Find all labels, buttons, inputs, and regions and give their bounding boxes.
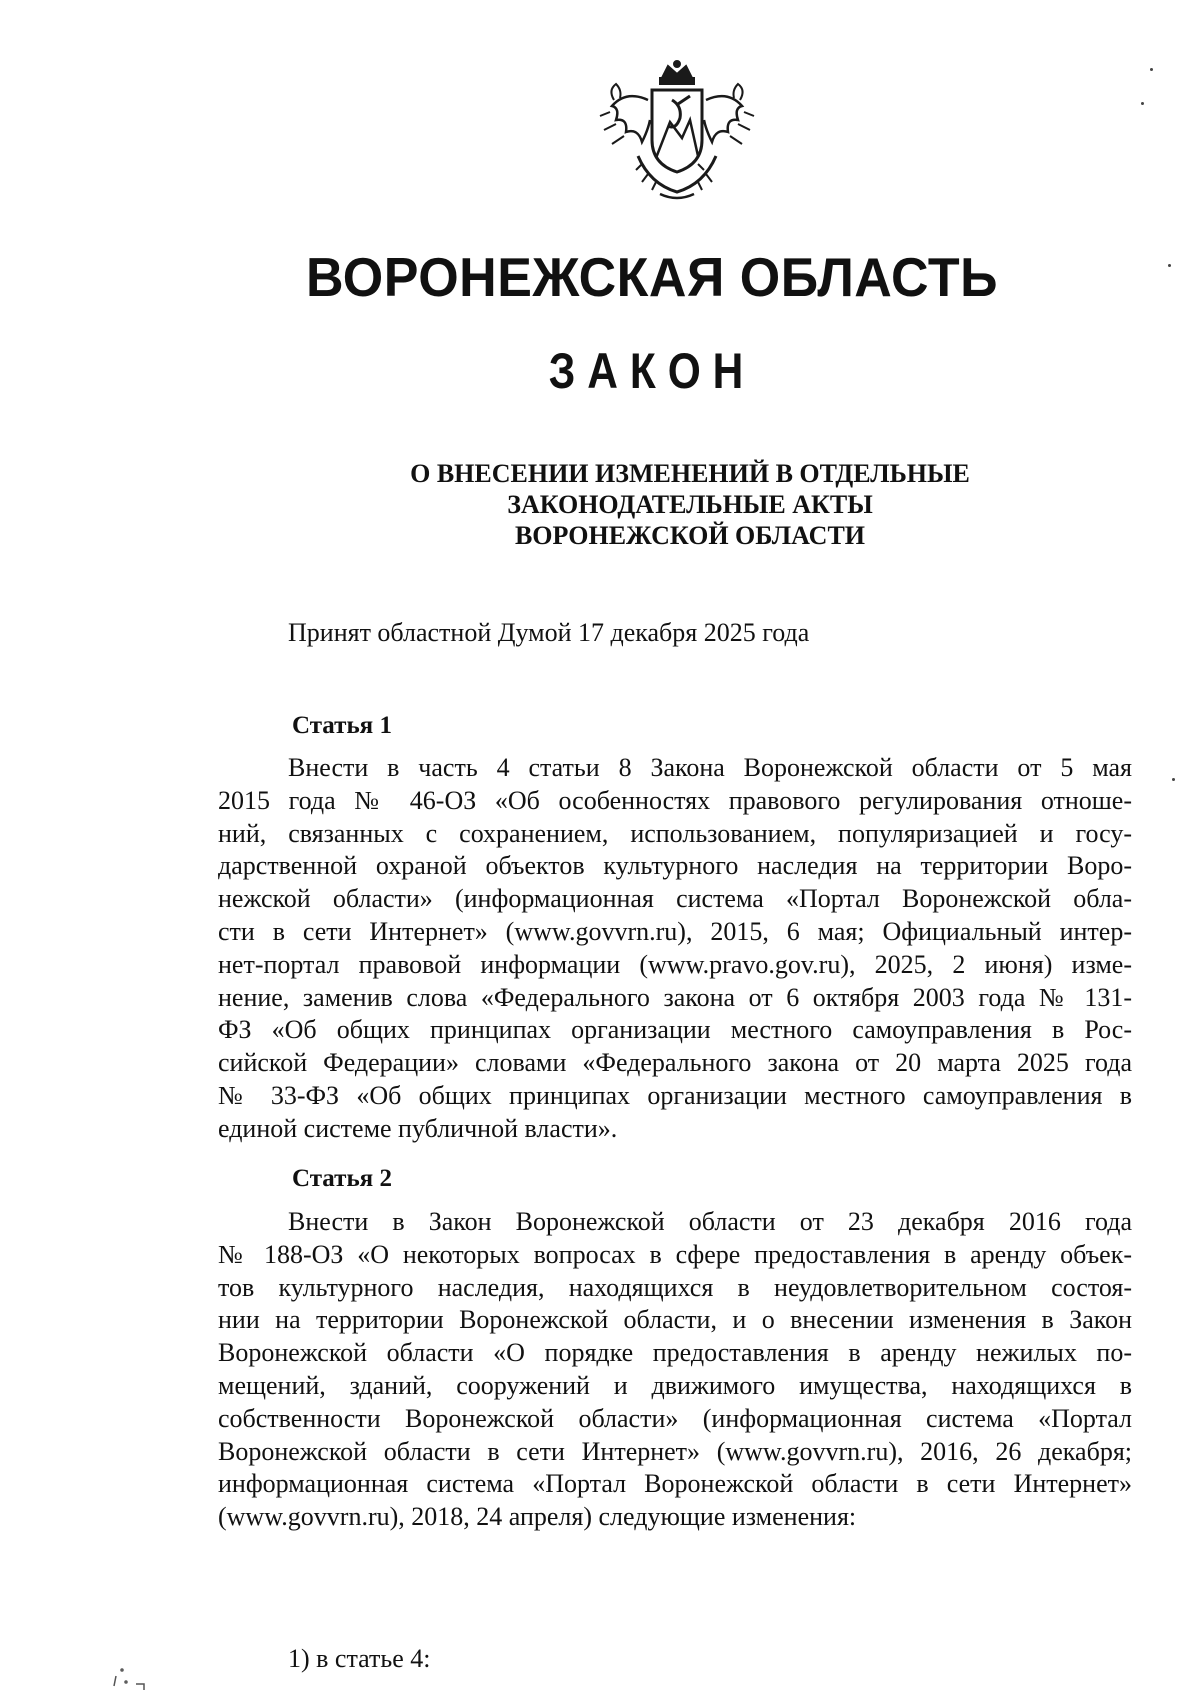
- article-2-heading: Статья 2: [292, 1165, 392, 1192]
- article-1-text: [218, 752, 1132, 1146]
- text-line: тов культурного наследия, находящихся в неудовлетворительном состоя-: [218, 1272, 1132, 1302]
- text-line: Воронежской области «О порядке предоставления в аренду нежилых по-: [218, 1338, 1132, 1368]
- text-line: № 188-ОЗ «О некоторых вопросах в сфере предоставления в аренду объек-: [218, 1239, 1132, 1269]
- article-1-heading: Статья 1: [292, 712, 392, 739]
- text-line: нение, заменив слова «Федерального закона от 6 октября 2003 года № 131-: [218, 982, 1132, 1012]
- text-line: Внести в часть 4 статьи 8 Закона Воронежской области от 5 мая: [288, 753, 1132, 782]
- text-line: нии на территории Воронежской области, и о внесении изменения в Закон: [218, 1305, 1132, 1335]
- text-line: нет-портал правовой информации (www.pravo.gov.ru), 2025, 2 июня) изме-: [218, 949, 1132, 979]
- text-line: сийской Федерации» словами «Федерального закона от 20 марта 2025 года: [218, 1048, 1132, 1078]
- list-item: 1) в статье 4:: [288, 1644, 431, 1673]
- coat-of-arms-icon: [590, 60, 765, 205]
- scan-artifact-icon: [112, 1668, 162, 1694]
- text-line: дарственной охраной объектов культурного наследия на территории Воро-: [218, 851, 1132, 881]
- law-title: [300, 458, 1080, 551]
- text-line: Внести в Закон Воронежской области от 23 декабря 2016 года: [288, 1207, 1132, 1236]
- text-line: (www.govvrn.ru), 2018, 24 апреля) следующие изменения:: [218, 1502, 857, 1532]
- text-line: информационная система «Портал Воронежской области в сети Интернет»: [218, 1469, 1132, 1499]
- text-line: ний, связанных с сохранением, использованием, популяризацией и госу-: [218, 818, 1132, 848]
- law-title-line: ВОРОНЕЖСКОЙ ОБЛАСТИ: [514, 521, 866, 550]
- text-line: № 33-ФЗ «Об общих принципах организации местного самоуправления в: [218, 1080, 1132, 1110]
- scan-speck: [1150, 68, 1153, 71]
- scan-speck: [1141, 102, 1144, 105]
- scan-speck: [1168, 264, 1171, 267]
- text-line: единой системе публичной власти».: [218, 1113, 618, 1143]
- adoption-note: Принят областной Думой 17 декабря 2025 года: [288, 618, 810, 647]
- text-line: нежской области» (информационная система «Портал Воронежской обла-: [218, 884, 1132, 914]
- article-2-text: [218, 1206, 1132, 1534]
- region-title: ВОРОНЕЖСКАЯ ОБЛАСТЬ: [306, 247, 998, 309]
- text-line: сти в сети Интернет» (www.govvrn.ru), 2015, 6 мая; Официальный интер-: [218, 916, 1132, 946]
- law-title-line: ЗАКОНОДАТЕЛЬНЫЕ АКТЫ: [507, 490, 873, 519]
- law-title-line: О ВНЕСЕНИИ ИЗМЕНЕНИЙ В ОТДЕЛЬНЫЕ: [410, 459, 970, 488]
- text-line: Воронежской области в сети Интернет» (www.govvrn.ru), 2016, 26 декабря;: [218, 1436, 1132, 1466]
- text-line: ФЗ «Об общих принципах организации местного самоуправления в Рос-: [218, 1015, 1132, 1045]
- text-line: 2015 года № 46-ОЗ «Об особенностях правового регулирования отноше-: [218, 785, 1132, 815]
- scan-speck: [1172, 778, 1175, 781]
- text-line: собственности Воронежской области» (информационная система «Портал: [218, 1403, 1132, 1433]
- text-line: мещений, зданий, сооружений и движимого имущества, находящихся в: [218, 1370, 1132, 1400]
- document-type: ЗАКОН: [548, 343, 756, 399]
